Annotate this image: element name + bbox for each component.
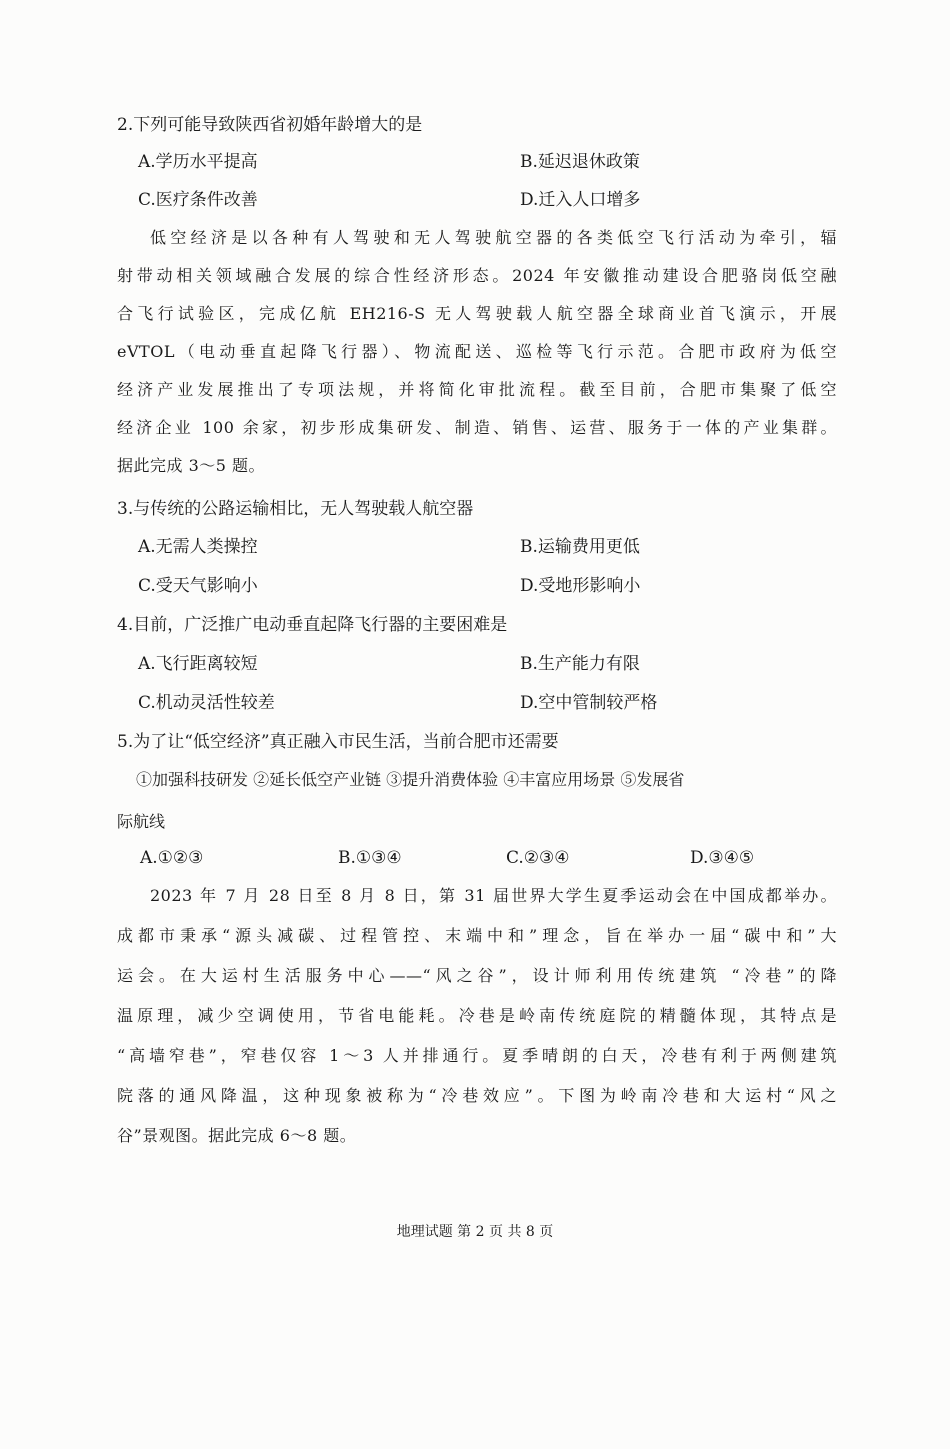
q5-option-d: D.③④⑤	[690, 848, 755, 868]
q4-option-c: C.机动灵活性较差	[138, 693, 275, 713]
passage1-line: eVTOL（电动垂直起降飞行器）、物流配送、巡检等飞行示范。合肥市政府为低空	[117, 342, 837, 361]
q5-option-a: A.①②③	[140, 848, 204, 868]
q4-option-a: A.飞行距离较短	[138, 654, 258, 674]
passage2-line: 成都市秉承“源头减碳、过程管控、末端中和”理念，旨在举办一届“碳中和”大	[117, 926, 837, 945]
q3-option-c: C.受天气影响小	[138, 576, 258, 596]
q3-option-a: A.无需人类操控	[138, 537, 258, 557]
question-3-stem: 3.与传统的公路运输相比，无人驾驶载人航空器	[117, 499, 474, 519]
passage1-line: 射带动相关领域融合发展的综合性经济形态。2024 年安徽推动建设合肥骆岗低空融	[117, 266, 837, 285]
passage2-line: “高墙窄巷”，窄巷仅容 1～3 人并排通行。夏季晴朗的白天，冷巷有利于两侧建筑	[117, 1046, 837, 1065]
q2-option-c: C.医疗条件改善	[138, 190, 258, 210]
passage1-line: 据此完成 3～5 题。	[117, 456, 266, 475]
page-footer: 地理试题 第 2 页 共 8 页	[396, 1224, 554, 1240]
q5-option-b: B.①③④	[338, 848, 402, 868]
question-5-stem: 5.为了让“低空经济”真正融入市民生活，当前合肥市还需要	[117, 732, 559, 752]
q5-items-line: ①加强科技研发 ②延长低空产业链 ③提升消费体验 ④丰富应用场景 ⑤发展省	[136, 770, 685, 789]
q2-option-a: A.学历水平提高	[138, 152, 258, 172]
passage2-line: 2023 年 7 月 28 日至 8 月 8 日，第 31 届世界大学生夏季运动会在中国成都举办。	[150, 886, 837, 905]
passage1-line: 经济产业发展推出了专项法规，并将简化审批流程。截至目前，合肥市集聚了低空	[117, 380, 837, 399]
q4-option-d: D.空中管制较严格	[520, 693, 658, 713]
passage1-line: 低空经济是以各种有人驾驶和无人驾驶航空器的各类低空飞行活动为牵引，辐	[150, 228, 837, 247]
passage2-line: 温原理，减少空调使用，节省电能耗。冷巷是岭南传统庭院的精髓体现，其特点是	[117, 1006, 837, 1025]
passage1-line: 经济企业 100 余家，初步形成集研发、制造、销售、运营、服务于一体的产业集群。	[117, 418, 837, 437]
q3-option-b: B.运输费用更低	[520, 537, 640, 557]
q2-option-d: D.迁入人口增多	[520, 190, 641, 210]
passage2-line: 院落的通风降温，这种现象被称为“冷巷效应”。下图为岭南冷巷和大运村“风之	[117, 1086, 837, 1105]
q5-items-line-continued: 际航线	[117, 812, 166, 831]
q5-option-c: C.②③④	[506, 848, 570, 868]
passage2-line: 运会。在大运村生活服务中心——“风之谷”，设计师利用传统建筑 “冷巷”的降	[117, 966, 837, 985]
q4-option-b: B.生产能力有限	[520, 654, 640, 674]
passage1-line: 合飞行试验区，完成亿航 EH216-S 无人驾驶载人航空器全球商业首飞演示，开展	[117, 304, 837, 323]
question-4-stem: 4.目前，广泛推广电动垂直起降飞行器的主要困难是	[117, 615, 508, 635]
q3-option-d: D.受地形影响小	[520, 576, 641, 596]
question-2-stem: 2.下列可能导致陕西省初婚年龄增大的是	[117, 115, 423, 135]
passage2-line: 谷”景观图。据此完成 6～8 题。	[117, 1126, 357, 1145]
q2-option-b: B.延迟退休政策	[520, 152, 640, 172]
